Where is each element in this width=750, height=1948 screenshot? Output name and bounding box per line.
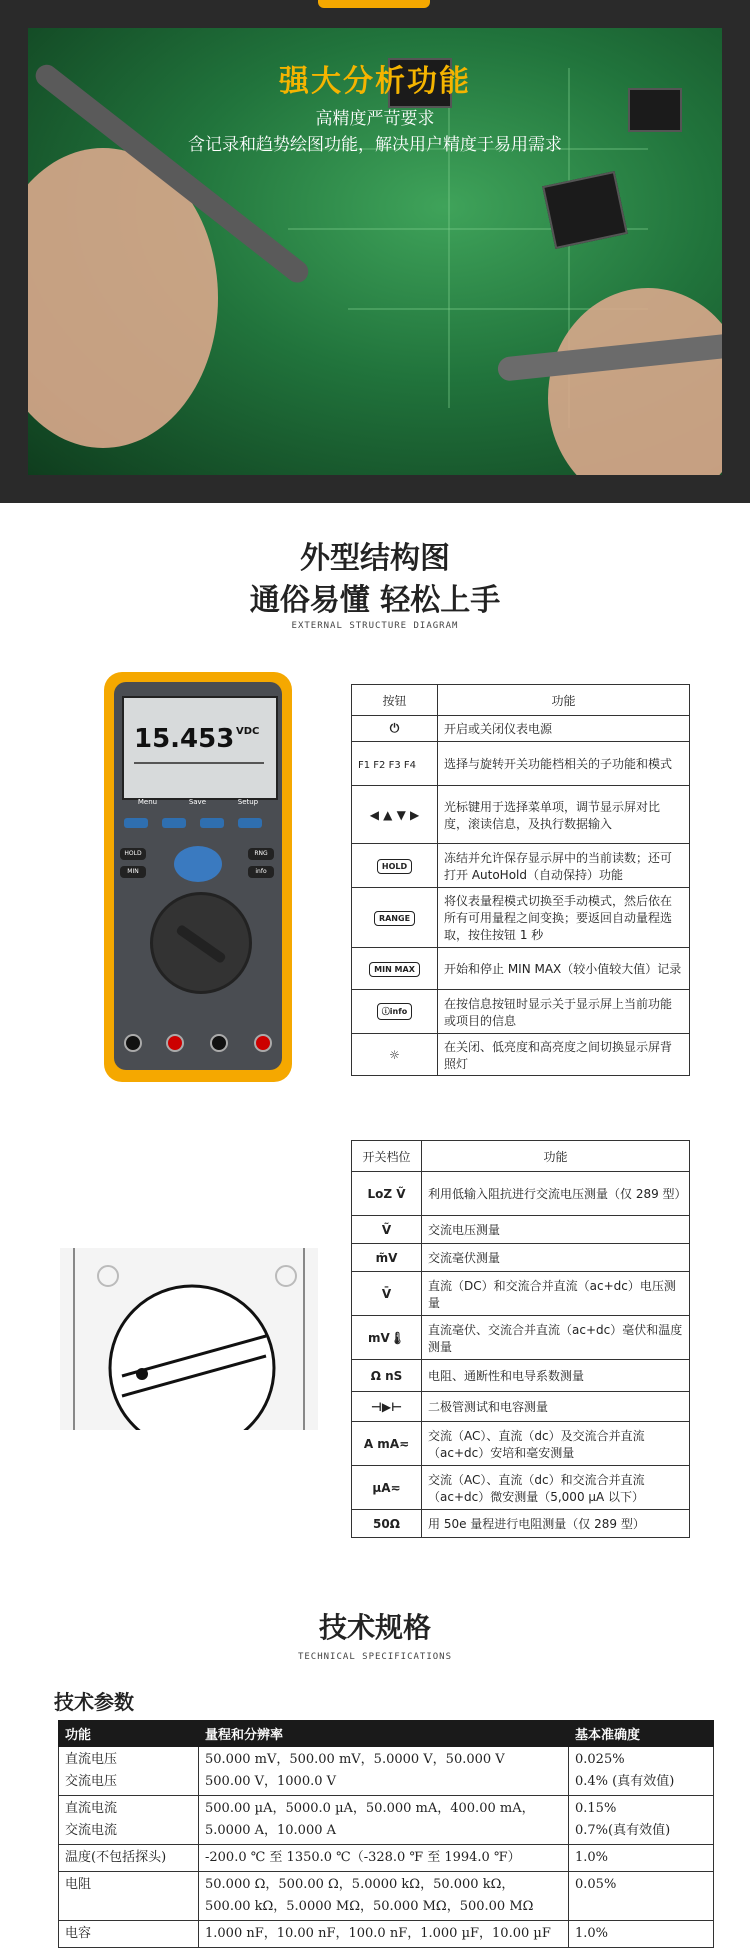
spec-range: 50.000 mV，500.00 mV，5.0000 V，50.000 V — [205, 1752, 505, 1767]
button-desc-minmax: 开始和停止 MIN MAX（较小值较大值）记录 — [438, 948, 690, 990]
softkey-setup: Setup — [237, 798, 259, 806]
table-row — [59, 1747, 714, 1796]
multimeter-body — [114, 682, 282, 1070]
button-table-header-func: 功能 — [438, 685, 690, 716]
dc-mv-temp-icon: mV🌡 — [352, 1316, 422, 1360]
f3-key — [200, 818, 224, 828]
spec-func: 电阻 — [65, 1877, 92, 1892]
function-keys-icon — [352, 742, 438, 786]
hero-banner — [0, 0, 750, 503]
spec-table — [58, 1720, 714, 1948]
diode-cap-icon: ⊣▶⊢ — [352, 1392, 422, 1422]
spec-range: 1.000 nF，10.00 nF，100.0 nF，1.000 µF，10.00 µF — [205, 1926, 551, 1941]
switch-table-header-func: 功能 — [422, 1141, 690, 1172]
spec-func: 直流电压 — [65, 1752, 118, 1767]
range-key: RNG — [248, 848, 274, 860]
ohm-ns-icon: Ω nS — [352, 1360, 422, 1392]
button-desc-info: 在按信息按钮时显示关于显示屏上当前功能或项目的信息 — [438, 990, 690, 1034]
info-key: info — [248, 866, 274, 878]
spec-func: 直流电流 — [65, 1801, 118, 1816]
specs-title-en: TECHNICAL SPECIFICATIONS — [297, 1652, 453, 1662]
table-row — [59, 1872, 714, 1921]
spec-func: 电容 — [65, 1926, 92, 1941]
rotary-dial — [150, 892, 252, 994]
button-desc-cursor: 光标键用于选择菜单项，调节显示屏对比度，滚读信息，及执行数据输入 — [438, 786, 690, 844]
spec-acc: 1.0% — [575, 1850, 609, 1865]
hero-photo — [28, 28, 722, 475]
hero-title: 强大分析功能 — [279, 64, 471, 99]
button-desc-range: 将仪表量程模式切换至手动模式，然后依在所有可用量程之间变换；要返回自动量程选取，按住按钮 1 秒 — [438, 888, 690, 948]
softkey-save: Save — [188, 798, 207, 806]
table-row — [59, 1921, 714, 1948]
softkey-menu: Menu — [137, 798, 158, 806]
range-key-label: RANGE — [374, 911, 415, 926]
spec-func: 温度(不包括探头) — [65, 1850, 167, 1865]
button-desc-fkeys: 选择与旋转开关功能档相关的子功能和模式 — [438, 742, 690, 786]
dial-closeup-svg — [60, 1248, 318, 1430]
switch-desc-acmv: 交流毫伏测量 — [422, 1244, 690, 1272]
switch-table-header-key: 开关档位 — [352, 1141, 422, 1172]
spec-box — [48, 1682, 720, 1941]
switch-desc-dcmv: 直流毫伏、交流合并直流（ac+dc）毫伏和温度测量 — [422, 1316, 690, 1360]
jack-ma — [166, 1034, 184, 1052]
ac-v-icon: Ṽ — [352, 1216, 422, 1244]
spec-range: -200.0 ℃ 至 1350.0 ℃（-328.0 ℉ 至 1994.0 ℉） — [205, 1850, 521, 1865]
specs-title: 技术规格 — [318, 1611, 431, 1644]
structure-title-en: EXTERNAL STRUCTURE DIAGRAM — [291, 621, 459, 631]
switch-desc-diode: 二极管测试和电容测量 — [422, 1392, 690, 1422]
spec-func: 交流电压 — [65, 1774, 118, 1789]
button-desc-hold: 冻结并允许保存显示屏中的当前读数；还可打开 AutoHold（自动保持）功能 — [438, 844, 690, 888]
backlight-icon: ☼ — [352, 1034, 438, 1076]
button-function-table — [351, 684, 690, 1076]
meter-reading: 15.453 — [134, 724, 235, 754]
spec-header-acc: 基本准确度 — [569, 1721, 714, 1747]
meter-unit: VDC — [236, 726, 260, 737]
button-table-header-key: 按钮 — [352, 685, 438, 716]
hold-key: HOLD — [120, 848, 146, 860]
switch-desc-ua: 交流（AC）、直流（dc）和交流合并直流（ac+dc）微安测量（5,000 µA 以下） — [422, 1466, 690, 1510]
cursor-pad — [174, 846, 222, 882]
function-keys-label: F1 F2 F3 F4 — [358, 759, 416, 771]
minmax-key-label: MIN MAX — [369, 962, 420, 977]
dc-v-icon: V̄ — [352, 1272, 422, 1316]
ua-icon: µA≂ — [352, 1466, 422, 1510]
f1-key — [124, 818, 148, 828]
jack-a — [124, 1034, 142, 1052]
spec-range: 50.000 Ω，500.00 Ω，5.0000 kΩ，50.000 kΩ， — [205, 1877, 515, 1892]
spec-acc: 0.7%(真有效值) — [575, 1823, 671, 1838]
spec-acc: 1.0% — [575, 1926, 609, 1941]
spec-func: 交流电流 — [65, 1823, 118, 1838]
spec-range: 500.00 µA，5000.0 µA，50.000 mA，400.00 mA， — [205, 1801, 535, 1816]
f4-key — [238, 818, 262, 828]
spec-acc: 0.15% — [575, 1801, 617, 1816]
hold-key-label: HOLD — [377, 859, 412, 874]
hold-key-icon — [352, 844, 438, 888]
meter-softkeys — [122, 798, 274, 808]
button-desc-backlight: 在关闭、低亮度和高亮度之间切换显示屏背照灯 — [438, 1034, 690, 1076]
power-icon: ⏻ — [352, 716, 438, 742]
hero-tab-accent — [318, 0, 430, 8]
loz-v-icon: LoZ Ṽ — [352, 1172, 422, 1216]
info-key-label: ⓘinfo — [377, 1003, 412, 1020]
switch-desc-acv: 交流电压测量 — [422, 1216, 690, 1244]
spec-box-title: 技术参数 — [54, 1690, 134, 1714]
jack-v — [254, 1034, 272, 1052]
spec-range: 5.0000 A，10.000 A — [205, 1823, 337, 1838]
switch-desc-loz: 利用低输入阻抗进行交流电压测量（仅 289 型） — [422, 1172, 690, 1216]
switch-desc-ama: 交流（AC）、直流（dc）及交流合并直流（ac+dc）安培和毫安测量 — [422, 1422, 690, 1466]
info-key-icon — [352, 990, 438, 1034]
fifty-ohm-icon: 50Ω — [352, 1510, 422, 1538]
ac-mv-icon: m̃V — [352, 1244, 422, 1272]
table-row — [59, 1796, 714, 1845]
switch-function-table — [351, 1140, 690, 1538]
structure-subtitle: 通俗易懂 轻松上手 — [249, 583, 501, 618]
cursor-keys-icon: ◀ ▲ ▼ ▶ — [352, 786, 438, 844]
minmax-key: MIN — [120, 866, 146, 878]
spec-range: 500.00 kΩ，5.0000 MΩ，50.000 MΩ，500.00 MΩ — [205, 1899, 534, 1914]
switch-desc-50ohm: 用 50e 量程进行电阻测量（仅 289 型） — [422, 1510, 690, 1538]
hero-subtitle-2: 含记录和趋势绘图功能，解决用户精度于易用需求 — [188, 135, 562, 155]
switch-desc-ohm: 电阻、通断性和电导系数测量 — [422, 1360, 690, 1392]
button-desc-power: 开启或关闭仪表电源 — [438, 716, 690, 742]
spec-header-range: 量程和分辨率 — [199, 1721, 569, 1747]
multimeter-screen — [122, 696, 278, 800]
multimeter-image — [104, 672, 292, 1082]
a-ma-icon: A mA≂ — [352, 1422, 422, 1466]
minmax-key-icon — [352, 948, 438, 990]
range-key-icon — [352, 888, 438, 948]
spec-range: 500.00 V，1000.0 V — [205, 1774, 337, 1789]
f2-key — [162, 818, 186, 828]
switch-desc-dcv: 直流（DC）和交流合并直流（ac+dc）电压测量 — [422, 1272, 690, 1316]
structure-title: 外型结构图 — [300, 541, 450, 576]
table-row — [59, 1845, 714, 1872]
spec-header-func: 功能 — [59, 1721, 199, 1747]
jack-com — [210, 1034, 228, 1052]
spec-acc: 0.05% — [575, 1877, 617, 1892]
spec-acc: 0.4% (真有效值) — [575, 1774, 675, 1789]
hero-subtitle-1: 高精度严苛要求 — [315, 109, 435, 129]
spec-acc: 0.025% — [575, 1752, 625, 1767]
dial-closeup-image — [60, 1248, 318, 1430]
